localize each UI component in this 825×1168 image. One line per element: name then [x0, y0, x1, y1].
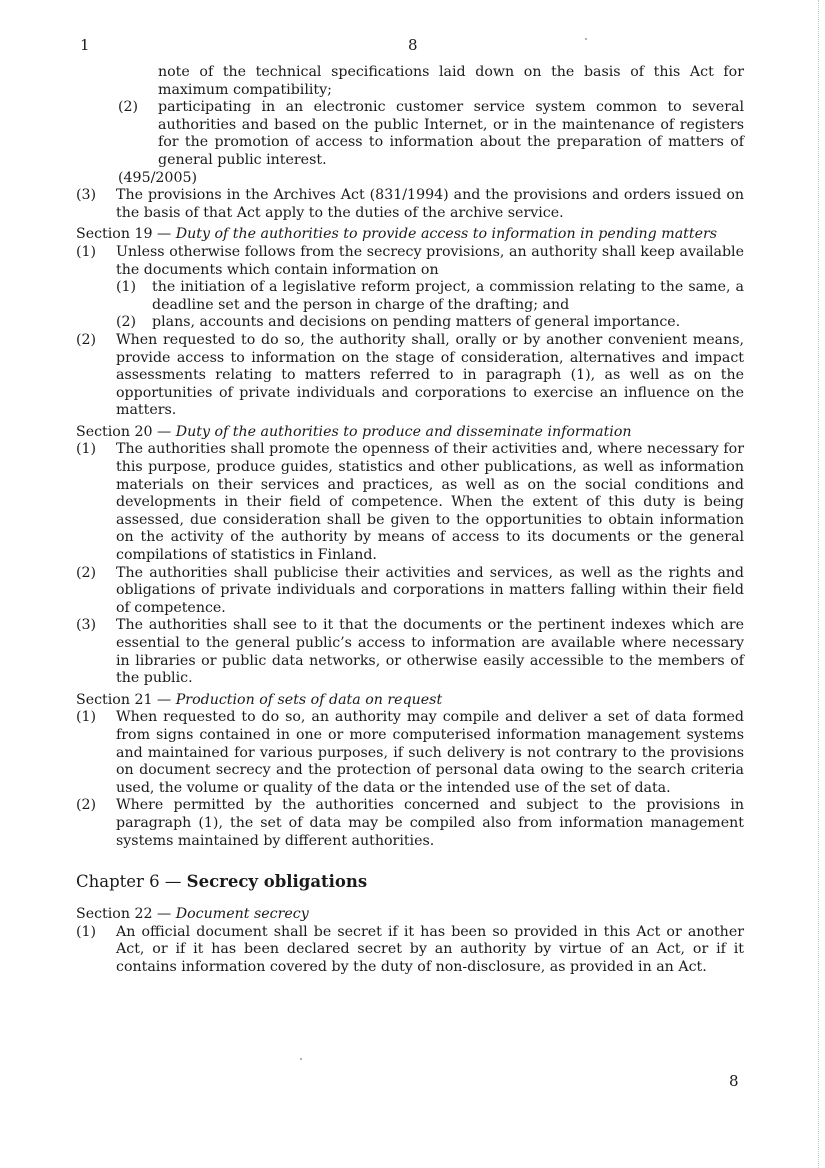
continuation-text: note of the technical specifications laid down on the basis of this Act for maximum compatibility; [158, 64, 744, 98]
item-text: the initiation of a legislative reform project, a commission relating to the same, a deadline set and the person in charge of the drafting; and [152, 279, 744, 313]
paragraph [76, 709, 744, 797]
paragraph-text: An official document shall be secret if it has been so provided in this Act or another Act, or if it has been declared secret by an authority by virtue of an Act, or if it contains information covered by the duty of non-disclosure, as provided in an Act. [116, 923, 744, 975]
paragraph-number: (2) [76, 331, 97, 348]
paragraph-number: (1) [76, 243, 97, 260]
paragraph [76, 565, 744, 618]
paragraph-text: Unless otherwise follows from the secrecy provisions, an authority shall keep available the documents which contain information on [116, 243, 744, 278]
list-item [76, 314, 744, 332]
chapter-title: Secrecy obligations [186, 872, 368, 892]
paragraph-text: The provisions in the Archives Act (831/1994) and the provisions and orders issued on the basis of that Act apply to the duties of the archive service. [116, 187, 744, 221]
paragraph-text: When requested to do so, the authority shall, orally or by another convenient means, provide access to information on the stage of consideration, alternatives and impact assessments relating to matters referred to in paragraph (1), as well as on the opportunities of private individuals and corporations to exercise an influence on the matters. [116, 331, 744, 419]
header-page-number: 8 [408, 36, 418, 54]
scan-speck [585, 38, 587, 40]
section-title: Duty of the authorities to provide access to information in pending matters [175, 226, 718, 243]
section-heading [76, 226, 744, 244]
section-title: Duty of the authorities to produce and disseminate information [175, 423, 632, 440]
chapter-label: Chapter 6 — [76, 872, 187, 892]
item-number: (2) [118, 99, 139, 116]
paragraph [76, 441, 744, 564]
scan-speck [300, 1058, 302, 1060]
section-label: Section 20 — [76, 423, 176, 440]
paragraph [76, 617, 744, 687]
paragraph [76, 244, 744, 279]
paragraph-text: The authorities shall publicise their activities and services, as well as the rights and obligations of private individuals and corporations in matters falling within their field of competence. [116, 564, 744, 616]
paragraph-number: (3) [76, 617, 97, 634]
section-label: Section 22 — [76, 906, 176, 923]
paragraph [76, 924, 744, 977]
paragraph [76, 797, 744, 850]
item-number: (1) [116, 279, 137, 296]
section-title: Document secrecy [175, 906, 309, 923]
paragraph-text: The authorities shall see to it that the documents or the pertinent indexes which are essential to the general public’s access to information are available where necessary in libraries or public data networks, or otherwise easily accessible to the members of the public. [116, 617, 744, 687]
scan-edge-line [817, 0, 819, 1168]
section-label: Section 19 — [76, 226, 176, 243]
section-heading [76, 424, 744, 442]
amendment-citation: (495/2005) [118, 169, 198, 186]
paragraph-number: (2) [76, 797, 97, 814]
item-text: plans, accounts and decisions on pending matters of general importance. [152, 314, 681, 331]
section-heading [76, 906, 744, 924]
paragraph-number: (3) [76, 187, 97, 204]
item-text: participating in an electronic customer service system common to several authorities and based on the public Internet, or in the maintenance of registers for the promotion of access to information about the preparation of matters of general public interest. [158, 99, 744, 168]
paragraph-text: The authorities shall promote the openness of their activities and, where necessary for this purpose, produce guides, statistics and other publications, as well as information materials on their services and practices, as well as on the social conditions and developments in their field of competence. When the extent of this duty is being assessed, due consideration shall be given to the opportunities to obtain information on the activity of the authority by means of access to its documents or the general compilations of statistics in Finland. [116, 441, 744, 564]
header-left-number: 1 [80, 36, 90, 54]
paragraph-number: (2) [76, 564, 97, 581]
footer-page-number: 8 [729, 1072, 739, 1090]
paragraph [76, 187, 744, 222]
paragraph-number: (1) [76, 923, 97, 940]
list-item [76, 99, 744, 169]
paragraph-number: (1) [76, 709, 97, 726]
section-label: Section 21 — [76, 691, 176, 708]
item-number: (2) [116, 314, 137, 331]
chapter-heading [76, 872, 744, 892]
paragraph [76, 332, 744, 420]
section-title: Production of sets of data on request [175, 691, 443, 708]
list-item [76, 279, 744, 314]
paragraph-text: Where permitted by the authorities concerned and subject to the provisions in paragraph (1), the set of data may be compiled also from information management systems maintained by different authorities. [116, 797, 744, 849]
section-heading [76, 692, 744, 710]
document-body [76, 64, 744, 977]
paragraph-text: When requested to do so, an authority may compile and deliver a set of data formed from signs contained in one or more computerised information management systems and maintained for various purposes, if such delivery is not contrary to the provisions on document secrecy and the protection of personal data owing to the search criteria used, the volume or quality of the data or the intended use of the set of data. [116, 709, 744, 796]
paragraph-number: (1) [76, 441, 97, 458]
